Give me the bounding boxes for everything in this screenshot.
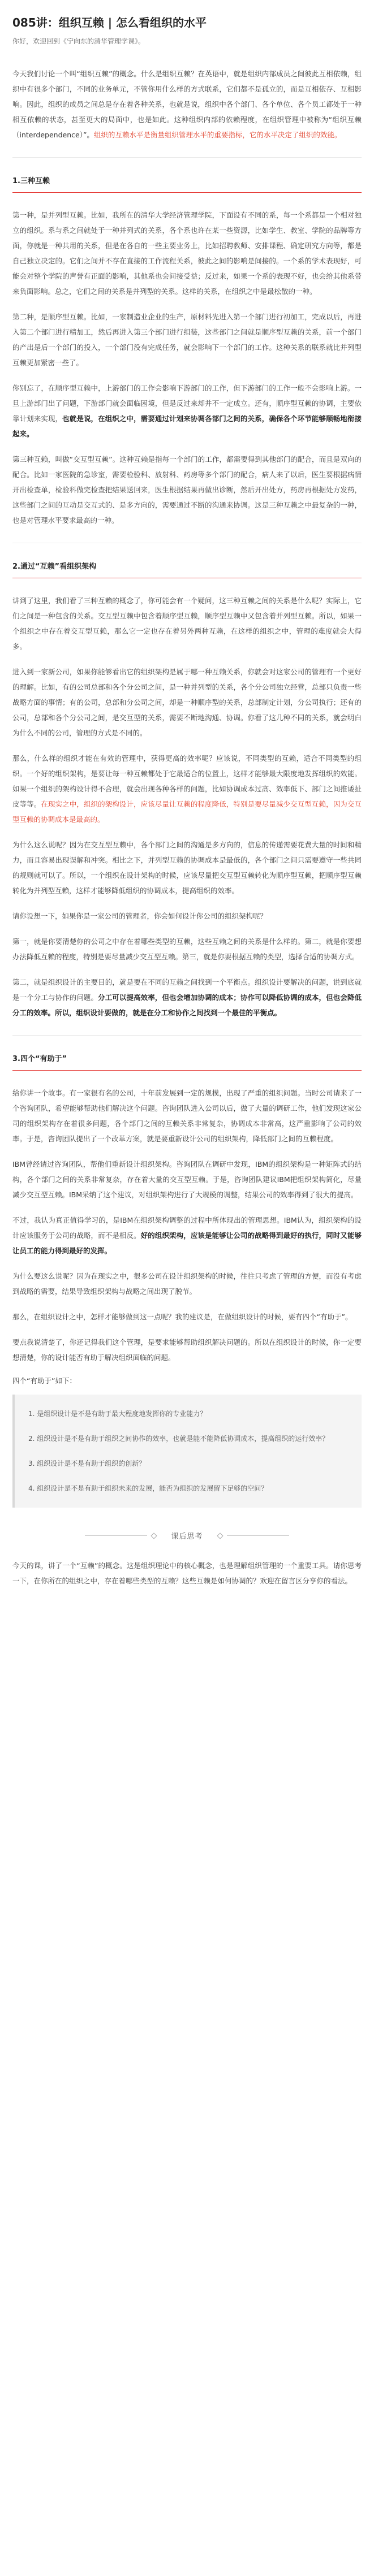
bold-highlight: 好的组织架构，应该是能够让公司的战略得到最好的执行，同时又能够让员工的能力得到最好的发挥。 — [12, 1231, 362, 1255]
section-2-paragraph: 第二，就是组织设计的主要目的，就是要在不同的互赖之间找到一个平衡点。组织设计要解决的问题，说到底就是一个分工与协作的问题。分工可以提高效率，但也会增加协调的成本；协作可以降低协调的成本，但也会降低分工的效率。所以，组织设计要做的，就是在分工和协作之间找到一个最佳的平衡点。 — [12, 978, 362, 1017]
bold-highlight: 也就是说，在组织之中，需要通过计划来协调各部门之间的关系，确保各个环节能够顺畅地衔接起来。 — [12, 414, 362, 438]
list-item: 4. 组织设计是不是有助于组织未来的发展，能否为组织的发展留下足够的空间？ — [28, 1484, 268, 1492]
divider-line — [227, 1535, 289, 1536]
section-3-paragraph: 给你讲一个故事。有一家很有名的公司，十年前发展到一定的规模，出现了严重的组织问题。当时公司请来了一个咨询团队，希望能够帮助他们解决这个问题。咨询团队进入公司以后，做了大量的调研工作，他们发现这家公司的组织架构存在着很多问题，各个部门之间的互赖关系非常复杂，协调成本非常高，这严重影响了公司的效率。于是，咨询团队提出了一个改革方案，就是要重新设计公司的组织架构，降低部门之间的互赖程度。 — [12, 1089, 362, 1143]
section-1-paragraph: 你别忘了，在顺序型互赖中，上游部门的工作会影响下游部门的工作，但下游部门的工作一般不会影响上游。一旦上游部门出了问题，下游部门就会面临困境，但是反过来却并不一定成立。还有，顺序型互赖的协调，主要依靠计划来实现，也就是说，在组织之中，需要通过计划来协调各部门之间的关系，确保各个环节能够顺畅地衔接起来。 — [12, 384, 362, 438]
list-item: 2. 组织设计是不是有助于组织之间协作的效率，也就是能不能降低协调成本，提高组织的运行效率？ — [28, 1435, 329, 1443]
list-item: 1. 是组织设计是不是有助于最大程度地发挥你的专业能力？ — [28, 1410, 207, 1418]
section-2-paragraph: 进入到一家新公司，如果你能够看出它的组织架构是属于哪一种互赖关系，你就会对这家公司的管理有一个更好的理解。比如，有的公司总部和各个分公司之间，是一种并列型的关系，各个分公司独立经营，总部只负责一些战略方面的事情；有的公司，总部和分公司之间，却是一种顺序型的关系，总部制定计划，分公司执行；还有的公司，总部和各个分公司之间，是交互型的关系，需要不断地沟通、协调。你看了这几种不同的关系，就会明白为什么不同的公司，管理的方式是不同的。 — [12, 668, 362, 737]
section-2-paragraph: 第一，就是你要清楚你的公司之中存在着哪些类型的互赖，这些互赖之间的关系是什么样的。第二，就是你要想办法降低互赖的程度，特别是要尽量减少交互型互赖。第三，就是你要根据互赖的类型，选择合适的协调方式。 — [12, 937, 362, 961]
section-2-paragraph: 为什么这么说呢？因为在交互型互赖中，各个部门之间的沟通是多方向的，信息的传递需要花费大量的时间和精力，而且容易出现误解和冲突。相比之下，并列型互赖的协调成本是最低的，各个部门之间只需要遵守一些共同的规则就可以了。所以，一个组织在设计架构的时候，应该尽量把交互型互赖转化为顺序型互赖，把顺序型互赖转化为并列型互赖，这样才能够降低组织的协调成本，提高组织的效率。 — [12, 841, 362, 895]
section-3-paragraph: IBM曾经请过咨询团队，帮他们重新设计组织架构。咨询团队在调研中发现，IBM的组织架构是一种矩阵式的结构，各个部门之间的关系非常复杂，存在着大量的交互型互赖。于是，咨询团队建议IBM把组织架构简化，尽量减少交互型互赖。IBM采纳了这个建议，对组织架构进行了大规模的调整，结果公司的效率得到了很大的提高。 — [12, 1160, 362, 1199]
quote-block — [12, 1395, 362, 1508]
intro-highlight: 组织的互赖水平是衡量组织管理水平的重要指标，它的水平决定了组织的效能。 — [93, 131, 342, 139]
article-title: 085讲：组织互赖 | 怎么看组织的水平 — [12, 16, 207, 29]
list-item: 3. 组织设计是不是有助于组织的创新？ — [28, 1460, 146, 1467]
list-title: 四个“有助于”如下： — [12, 1376, 76, 1385]
section-1-paragraph: 第一种，是并列型互赖。比如，我所在的清华大学经济管理学院，下面设有不同的系，每一个系都是一个相对独立的组织。系与系之间就处于一种并列式的关系，各个系也许在某一些资源，比如学生、教室、学院的品牌等方面，你就是一种共用的关系，但是在各自的一些主要业务上，比如招聘教师、安排课程、确定研究方向等，都是自己独立决定的。它们之间并不存在直接的工作流程关系，彼此之间的影响是间接的。一个系的学术表现好，可能会对整个学院的声誉有正面的影响，其他系也会间接受益；反过来，如果一个系的表现不好，也会给其他系带来负面影响。总之，它们之间的关系是并列型的关系。这样的关系，在组织之中是最松散的一种。 — [12, 211, 362, 296]
section-rule — [12, 1070, 362, 1071]
diamond-icon — [151, 1532, 157, 1539]
homework-paragraph: 今天的课，讲了一个“互赖”的概念。这是组织理论中的核心概念，也是理解组织管理的一个重要工具。请你思考一下，在你所在的组织之中，存在着哪些类型的互赖？这些互赖是如何协调的？欢迎在留言区分享你的看法。 — [12, 1561, 362, 1585]
section-3-paragraph: 不过，我认为真正值得学习的，是IBM在组织架构调整的过程中所体现出的管理思想。IBM认为，组织架构的设计应该服务于公司的战略，而不是相反。好的组织架构，应该是能够让公司的战略得到最好的执行，同时又能够让员工的能力得到最好的发挥。 — [12, 1216, 362, 1255]
section-1-title: 1.三种互赖 — [12, 177, 50, 185]
section-rule — [12, 192, 362, 193]
section-3-paragraph: 那么，在组织设计之中，怎样才能够做到这一点呢？我的建议是，在做组织设计的时候，要有四个“有助于”。 — [12, 1313, 352, 1321]
divider-line — [85, 1535, 147, 1536]
red-highlight: 在现实之中，组织的架构设计，应该尽量让互赖的程度降低，特别是要尽量减少交互型互赖，因为交互型互赖的协调成本是最高的。 — [12, 800, 362, 824]
section-1-paragraph: 第三种互赖，叫做“交互型互赖”。这种互赖是指每一个部门的工作，都需要得到其他部门的配合，而且是双向的配合。比如一家医院的急诊室，需要检验科、放射科、药房等多个部门的配合，病人来了以后，医生要根据病情开出检查单，检验科做完检查把结果送回来，医生根据结果再做出诊断，然后开出处方，药房再根据处方发药，这些部门之间的互动是交互式的、是多方向的，需要通过不断的沟通来协调。这是三种互赖之中最复杂的一种，也是对管理水平要求最高的一种。 — [12, 455, 362, 525]
section-1-paragraph: 第二种，是顺序型互赖。比如，一家制造业企业的生产，原材料先进入第一个部门进行初加工，完成以后，再进入第二个部门进行精加工，然后再进入第三个部门进行组装，这些部门之间就是顺序型互赖的关系，前一个部门的产出是后一个部门的投入，一个部门没有完成任务，就会影响下一个部门的工作。这种关系的联系就比并列型互赖更加紧密一些了。 — [12, 313, 362, 367]
homework-label: 课后思考 — [171, 1532, 203, 1541]
bold-highlight: 分工可以提高效率，但也会增加协调的成本；协作可以降低协调的成本，但也会降低分工的效率。所以，组织设计要做的，就是在分工和协作之间找到一个最佳的平衡点。 — [12, 993, 362, 1017]
article-subtitle: 你好，欢迎回到《宁向东的清华管理学课》。 — [12, 37, 145, 45]
section-2-paragraph: 请你设想一下，如果你是一家公司的管理者，你会如何设计你公司的组织架构呢？ — [12, 912, 268, 920]
divider — [12, 157, 362, 158]
section-3-paragraph: 为什么要这么说呢？因为在现实之中，很多公司在设计组织架构的时候，往往只考虑了管理的方便，而没有考虑到战略的需要，结果导致组织架构与战略之间出现了脱节。 — [12, 1272, 362, 1296]
section-2-paragraph: 那么，什么样的组织才能在有效的管理中，获得更高的效率呢？应该说，不同类型的互赖，适合不同类型的组织。一个好的组织架构，是要让每一种互赖都处于它最适合的位置上，这样才能够最大限度地发挥组织的效能。如果一个组织的架构设计得不合理，就会出现各种各样的问题，比如协调成本过高、效率低下、部门之间推诿扯皮等等。在现实之中，组织的架构设计，应该尽量让互赖的程度降低，特别是要尽量减少交互型互赖，因为交互型互赖的协调成本是最高的。 — [12, 754, 362, 824]
section-2-paragraph: 讲到了这里，我们看了三种互赖的概念了，你可能会有一个疑问，这三种互赖之间的关系是什么呢？实际上，它们之间是一种包含的关系。交互型互赖中包含着顺序型互赖，顺序型互赖中又包含着并列型互赖。所以，如果一个组织之中存在着交互型互赖，那么它一定也存在着另外两种互赖，在这样的组织之中，管理的难度就会大得多。 — [12, 596, 362, 651]
divider — [12, 1035, 362, 1036]
section-3-paragraph: 要点我说清楚了，你还记得我们这个管理，是要求能够帮助组织解决问题的。所以在组织设计的时候，你一定要想清楚，你的设计能否有助于解决组织面临的问题。 — [12, 1338, 362, 1362]
section-2-title: 2.通过“互赖”看组织架构 — [12, 562, 97, 571]
section-3-title: 3.四个“有助于” — [12, 1055, 67, 1063]
homework-header — [12, 1530, 362, 1541]
diamond-icon — [217, 1532, 223, 1539]
intro-paragraph: 今天我们讨论一个叫“组织互赖”的概念。什么是组织互赖？在英语中，就是组织内部成员之间彼此互相依赖，组织中有很多个部门，不同的业务单元，不管你用什么样的方式联系，它们都不是孤立的，而是互相依存、互相影响。因此，组织的成员之间总是存在着各种关系，也就是说，组织中各个部门、各个单位、各个员工都处于一种相互依赖的状态，甚至更大的局面中，也是如此。这种组织内部的依赖程度，在组织管理中被称为“组织互赖（interdependence）”。组织的互赖水平是衡量组织管理水平的重要指标，它的水平决定了组织的效能。 — [12, 70, 362, 139]
